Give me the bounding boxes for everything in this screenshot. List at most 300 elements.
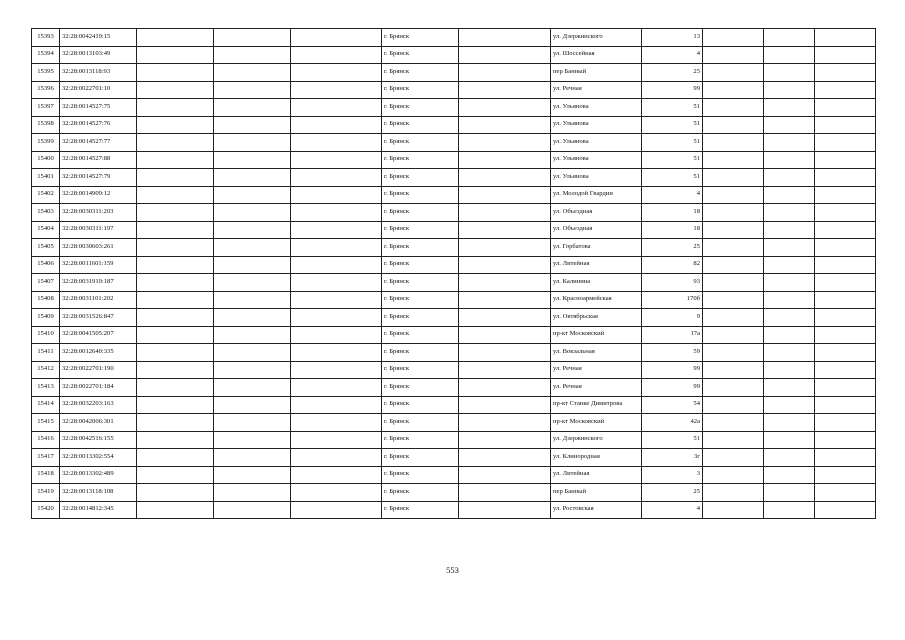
city-cell: г. Брянск (382, 64, 459, 82)
cadastral-number-cell: 32:28:0032203:163 (60, 396, 137, 414)
house-number-cell: 18 (642, 221, 703, 239)
city-cell: г. Брянск (382, 256, 459, 274)
empty-cell (214, 99, 291, 117)
empty-cell (815, 204, 876, 222)
city-cell: г. Брянск (382, 431, 459, 449)
empty-cell (459, 81, 551, 99)
empty-cell (137, 169, 214, 187)
cadastral-number-cell: 32:28:0013118:108 (60, 484, 137, 502)
empty-cell (459, 326, 551, 344)
empty-cell (137, 466, 214, 484)
empty-cell (764, 204, 815, 222)
empty-cell (291, 64, 382, 82)
street-cell: ул. Ростовская (551, 501, 642, 519)
cadastral-number-cell: 32:28:0042419:15 (60, 29, 137, 47)
empty-cell (459, 396, 551, 414)
empty-cell (459, 466, 551, 484)
empty-cell (291, 449, 382, 467)
empty-cell (137, 46, 214, 64)
street-cell: пер Банный (551, 484, 642, 502)
row-number-cell: 15398 (32, 116, 60, 134)
empty-cell (137, 151, 214, 169)
empty-cell (459, 361, 551, 379)
street-cell: ул. Вокзальная (551, 344, 642, 362)
cadastral-number-cell: 32:28:0013302:554 (60, 449, 137, 467)
empty-cell (214, 274, 291, 292)
house-number-cell: 99 (642, 361, 703, 379)
empty-cell (815, 29, 876, 47)
empty-cell (764, 169, 815, 187)
empty-cell (459, 274, 551, 292)
empty-cell (137, 29, 214, 47)
cadastral-number-cell: 32:28:0014527:88 (60, 151, 137, 169)
empty-cell (214, 501, 291, 519)
empty-cell (291, 361, 382, 379)
cadastral-number-cell: 32:28:0014527:75 (60, 99, 137, 117)
city-cell: г. Брянск (382, 116, 459, 134)
empty-cell (291, 484, 382, 502)
empty-cell (137, 186, 214, 204)
empty-cell (815, 116, 876, 134)
house-number-cell: 170б (642, 291, 703, 309)
row-number-cell: 15405 (32, 239, 60, 257)
empty-cell (214, 116, 291, 134)
city-cell: г. Брянск (382, 169, 459, 187)
city-cell: г. Брянск (382, 484, 459, 502)
empty-cell (291, 274, 382, 292)
table-row (32, 396, 876, 414)
house-number-cell: 93 (642, 274, 703, 292)
city-cell: г. Брянск (382, 151, 459, 169)
empty-cell (137, 81, 214, 99)
empty-cell (703, 99, 764, 117)
empty-cell (214, 256, 291, 274)
empty-cell (703, 186, 764, 204)
empty-cell (459, 484, 551, 502)
cadastral-number-cell: 32:28:0014527:79 (60, 169, 137, 187)
empty-cell (214, 466, 291, 484)
empty-cell (459, 134, 551, 152)
empty-cell (137, 361, 214, 379)
empty-cell (137, 431, 214, 449)
empty-cell (214, 414, 291, 432)
city-cell: г. Брянск (382, 221, 459, 239)
empty-cell (214, 151, 291, 169)
street-cell: ул. Шоссейная (551, 46, 642, 64)
empty-cell (703, 256, 764, 274)
table-row (32, 379, 876, 397)
empty-cell (764, 221, 815, 239)
empty-cell (459, 309, 551, 327)
empty-cell (459, 186, 551, 204)
empty-cell (703, 431, 764, 449)
street-cell: ул. Объездная (551, 221, 642, 239)
table-row (32, 64, 876, 82)
table-row (32, 134, 876, 152)
house-number-cell: 51 (642, 431, 703, 449)
empty-cell (703, 134, 764, 152)
empty-cell (214, 431, 291, 449)
empty-cell (459, 501, 551, 519)
empty-cell (764, 414, 815, 432)
row-number-cell: 15407 (32, 274, 60, 292)
empty-cell (137, 501, 214, 519)
row-number-cell: 15408 (32, 291, 60, 309)
city-cell: г. Брянск (382, 291, 459, 309)
empty-cell (291, 169, 382, 187)
house-number-cell: 25 (642, 64, 703, 82)
empty-cell (764, 379, 815, 397)
row-number-cell: 15413 (32, 379, 60, 397)
row-number-cell: 15417 (32, 449, 60, 467)
empty-cell (815, 134, 876, 152)
empty-cell (703, 239, 764, 257)
street-cell: ул. Литейная (551, 256, 642, 274)
table-row (32, 116, 876, 134)
empty-cell (703, 81, 764, 99)
empty-cell (137, 344, 214, 362)
empty-cell (703, 151, 764, 169)
empty-cell (291, 29, 382, 47)
table-row (32, 46, 876, 64)
empty-cell (703, 221, 764, 239)
empty-cell (214, 484, 291, 502)
empty-cell (291, 239, 382, 257)
empty-cell (703, 449, 764, 467)
empty-cell (214, 396, 291, 414)
cadastral-number-cell: 32:28:0031101:202 (60, 291, 137, 309)
empty-cell (764, 29, 815, 47)
house-number-cell: 3г (642, 449, 703, 467)
empty-cell (137, 256, 214, 274)
cadastral-number-cell: 32:28:0031526:847 (60, 309, 137, 327)
empty-cell (214, 379, 291, 397)
empty-cell (703, 46, 764, 64)
empty-cell (815, 326, 876, 344)
empty-cell (764, 46, 815, 64)
table-row (32, 344, 876, 362)
empty-cell (291, 379, 382, 397)
empty-cell (214, 309, 291, 327)
house-number-cell: 54 (642, 396, 703, 414)
house-number-cell: 82 (642, 256, 703, 274)
empty-cell (764, 116, 815, 134)
empty-cell (815, 449, 876, 467)
empty-cell (815, 274, 876, 292)
row-number-cell: 15399 (32, 134, 60, 152)
empty-cell (459, 169, 551, 187)
street-cell: пр-кт Станке Димитрова (551, 396, 642, 414)
street-cell: ул. Молодой Гвардии (551, 186, 642, 204)
empty-cell (459, 29, 551, 47)
empty-cell (764, 81, 815, 99)
empty-cell (291, 134, 382, 152)
table-row (32, 204, 876, 222)
table-row (32, 99, 876, 117)
row-number-cell: 15412 (32, 361, 60, 379)
cadastral-number-cell: 32:28:0013103:49 (60, 46, 137, 64)
row-number-cell: 15397 (32, 99, 60, 117)
empty-cell (291, 344, 382, 362)
city-cell: г. Брянск (382, 99, 459, 117)
cadastral-number-cell: 32:28:0014527:77 (60, 134, 137, 152)
empty-cell (291, 326, 382, 344)
empty-cell (137, 116, 214, 134)
empty-cell (703, 484, 764, 502)
empty-cell (137, 484, 214, 502)
house-number-cell: 9 (642, 309, 703, 327)
row-number-cell: 15396 (32, 81, 60, 99)
street-cell: ул. Ульянова (551, 116, 642, 134)
empty-cell (214, 186, 291, 204)
empty-cell (291, 151, 382, 169)
empty-cell (137, 291, 214, 309)
table-row (32, 449, 876, 467)
cadastral-number-cell: 32:28:0042516:155 (60, 431, 137, 449)
empty-cell (703, 414, 764, 432)
empty-cell (815, 256, 876, 274)
empty-cell (815, 501, 876, 519)
table-row (32, 256, 876, 274)
house-number-cell: 4 (642, 186, 703, 204)
empty-cell (214, 291, 291, 309)
city-cell: г. Брянск (382, 466, 459, 484)
empty-cell (214, 204, 291, 222)
empty-cell (137, 274, 214, 292)
street-cell: пр-кт Московский (551, 414, 642, 432)
row-number-cell: 15403 (32, 204, 60, 222)
empty-cell (137, 239, 214, 257)
empty-cell (137, 221, 214, 239)
empty-cell (703, 204, 764, 222)
row-number-cell: 15410 (32, 326, 60, 344)
empty-cell (459, 221, 551, 239)
empty-cell (703, 274, 764, 292)
empty-cell (214, 344, 291, 362)
registry-table-body (32, 29, 876, 519)
empty-cell (764, 239, 815, 257)
cadastral-number-cell: 32:28:0011601:159 (60, 256, 137, 274)
empty-cell (815, 344, 876, 362)
empty-cell (137, 204, 214, 222)
table-row (32, 431, 876, 449)
empty-cell (459, 449, 551, 467)
cadastral-number-cell: 32:28:0013118:93 (60, 64, 137, 82)
cadastral-number-cell: 32:28:0042006:301 (60, 414, 137, 432)
empty-cell (459, 204, 551, 222)
empty-cell (459, 46, 551, 64)
empty-cell (764, 309, 815, 327)
house-number-cell: 25 (642, 239, 703, 257)
empty-cell (137, 414, 214, 432)
street-cell: ул. Речная (551, 81, 642, 99)
empty-cell (703, 309, 764, 327)
empty-cell (291, 291, 382, 309)
empty-cell (815, 151, 876, 169)
row-number-cell: 15402 (32, 186, 60, 204)
empty-cell (764, 431, 815, 449)
page-number: 553 (446, 565, 459, 575)
empty-cell (764, 449, 815, 467)
cadastral-number-cell: 32:28:0012640:335 (60, 344, 137, 362)
empty-cell (291, 396, 382, 414)
empty-cell (815, 81, 876, 99)
city-cell: г. Брянск (382, 134, 459, 152)
row-number-cell: 15419 (32, 484, 60, 502)
house-number-cell: 13 (642, 29, 703, 47)
empty-cell (764, 274, 815, 292)
street-cell: ул. Горбатова (551, 239, 642, 257)
row-number-cell: 15409 (32, 309, 60, 327)
table-row (32, 414, 876, 432)
street-cell: ул. Речная (551, 361, 642, 379)
street-cell: ул. Октябрьская (551, 309, 642, 327)
empty-cell (764, 256, 815, 274)
house-number-cell: 4 (642, 501, 703, 519)
empty-cell (815, 169, 876, 187)
table-row (32, 169, 876, 187)
empty-cell (764, 344, 815, 362)
empty-cell (291, 81, 382, 99)
table-row (32, 221, 876, 239)
table-row (32, 291, 876, 309)
row-number-cell: 15416 (32, 431, 60, 449)
table-row (32, 274, 876, 292)
empty-cell (764, 466, 815, 484)
row-number-cell: 15420 (32, 501, 60, 519)
cadastral-number-cell: 32:28:0030311:197 (60, 221, 137, 239)
empty-cell (459, 151, 551, 169)
street-cell: пер Банный (551, 64, 642, 82)
empty-cell (291, 309, 382, 327)
empty-cell (214, 169, 291, 187)
empty-cell (137, 309, 214, 327)
empty-cell (764, 361, 815, 379)
street-cell: ул. Ульянова (551, 99, 642, 117)
house-number-cell: 3 (642, 466, 703, 484)
table-row (32, 501, 876, 519)
cadastral-number-cell: 32:28:0030311:203 (60, 204, 137, 222)
empty-cell (291, 466, 382, 484)
table-row (32, 186, 876, 204)
row-number-cell: 15404 (32, 221, 60, 239)
row-number-cell: 15394 (32, 46, 60, 64)
cadastral-number-cell: 32:28:0014909:12 (60, 186, 137, 204)
row-number-cell: 15411 (32, 344, 60, 362)
empty-cell (459, 379, 551, 397)
empty-cell (291, 204, 382, 222)
house-number-cell: 51 (642, 116, 703, 134)
table-row (32, 466, 876, 484)
empty-cell (703, 466, 764, 484)
empty-cell (459, 99, 551, 117)
empty-cell (137, 449, 214, 467)
empty-cell (291, 414, 382, 432)
street-cell: ул. Речная (551, 379, 642, 397)
street-cell: ул. Дзержинского (551, 29, 642, 47)
street-cell: пр-кт Московский (551, 326, 642, 344)
empty-cell (291, 501, 382, 519)
table-row (32, 29, 876, 47)
empty-cell (214, 221, 291, 239)
empty-cell (291, 46, 382, 64)
cadastral-number-cell: 32:28:0041505:207 (60, 326, 137, 344)
city-cell: г. Брянск (382, 46, 459, 64)
cadastral-number-cell: 32:28:0013302:489 (60, 466, 137, 484)
city-cell: г. Брянск (382, 449, 459, 467)
empty-cell (815, 484, 876, 502)
empty-cell (815, 186, 876, 204)
empty-cell (815, 291, 876, 309)
table-row (32, 151, 876, 169)
row-number-cell: 15400 (32, 151, 60, 169)
row-number-cell: 15418 (32, 466, 60, 484)
empty-cell (459, 414, 551, 432)
house-number-cell: 51 (642, 99, 703, 117)
empty-cell (703, 344, 764, 362)
empty-cell (815, 379, 876, 397)
cadastral-number-cell: 32:28:0022701:190 (60, 361, 137, 379)
house-number-cell: 42а (642, 414, 703, 432)
empty-cell (815, 239, 876, 257)
empty-cell (815, 221, 876, 239)
empty-cell (815, 396, 876, 414)
city-cell: г. Брянск (382, 309, 459, 327)
house-number-cell: 4 (642, 46, 703, 64)
city-cell: г. Брянск (382, 204, 459, 222)
empty-cell (815, 361, 876, 379)
row-number-cell: 15406 (32, 256, 60, 274)
house-number-cell: 25 (642, 484, 703, 502)
house-number-cell: 99 (642, 379, 703, 397)
empty-cell (703, 379, 764, 397)
empty-cell (291, 431, 382, 449)
empty-cell (459, 116, 551, 134)
table-row (32, 326, 876, 344)
empty-cell (764, 484, 815, 502)
city-cell: г. Брянск (382, 344, 459, 362)
city-cell: г. Брянск (382, 186, 459, 204)
empty-cell (815, 99, 876, 117)
empty-cell (764, 291, 815, 309)
empty-cell (137, 134, 214, 152)
empty-cell (459, 344, 551, 362)
empty-cell (459, 64, 551, 82)
city-cell: г. Брянск (382, 379, 459, 397)
empty-cell (815, 309, 876, 327)
house-number-cell: 51 (642, 169, 703, 187)
row-number-cell: 15393 (32, 29, 60, 47)
empty-cell (137, 326, 214, 344)
city-cell: г. Брянск (382, 239, 459, 257)
row-number-cell: 15415 (32, 414, 60, 432)
empty-cell (459, 291, 551, 309)
empty-cell (703, 169, 764, 187)
cadastral-number-cell: 32:28:0014527:76 (60, 116, 137, 134)
row-number-cell: 15395 (32, 64, 60, 82)
table-row (32, 239, 876, 257)
street-cell: ул. Ульянова (551, 134, 642, 152)
empty-cell (764, 396, 815, 414)
empty-cell (764, 186, 815, 204)
street-cell: ул. Красноармейская (551, 291, 642, 309)
empty-cell (291, 186, 382, 204)
empty-cell (703, 291, 764, 309)
street-cell: ул. Клинородная (551, 449, 642, 467)
empty-cell (214, 449, 291, 467)
empty-cell (214, 81, 291, 99)
empty-cell (703, 326, 764, 344)
